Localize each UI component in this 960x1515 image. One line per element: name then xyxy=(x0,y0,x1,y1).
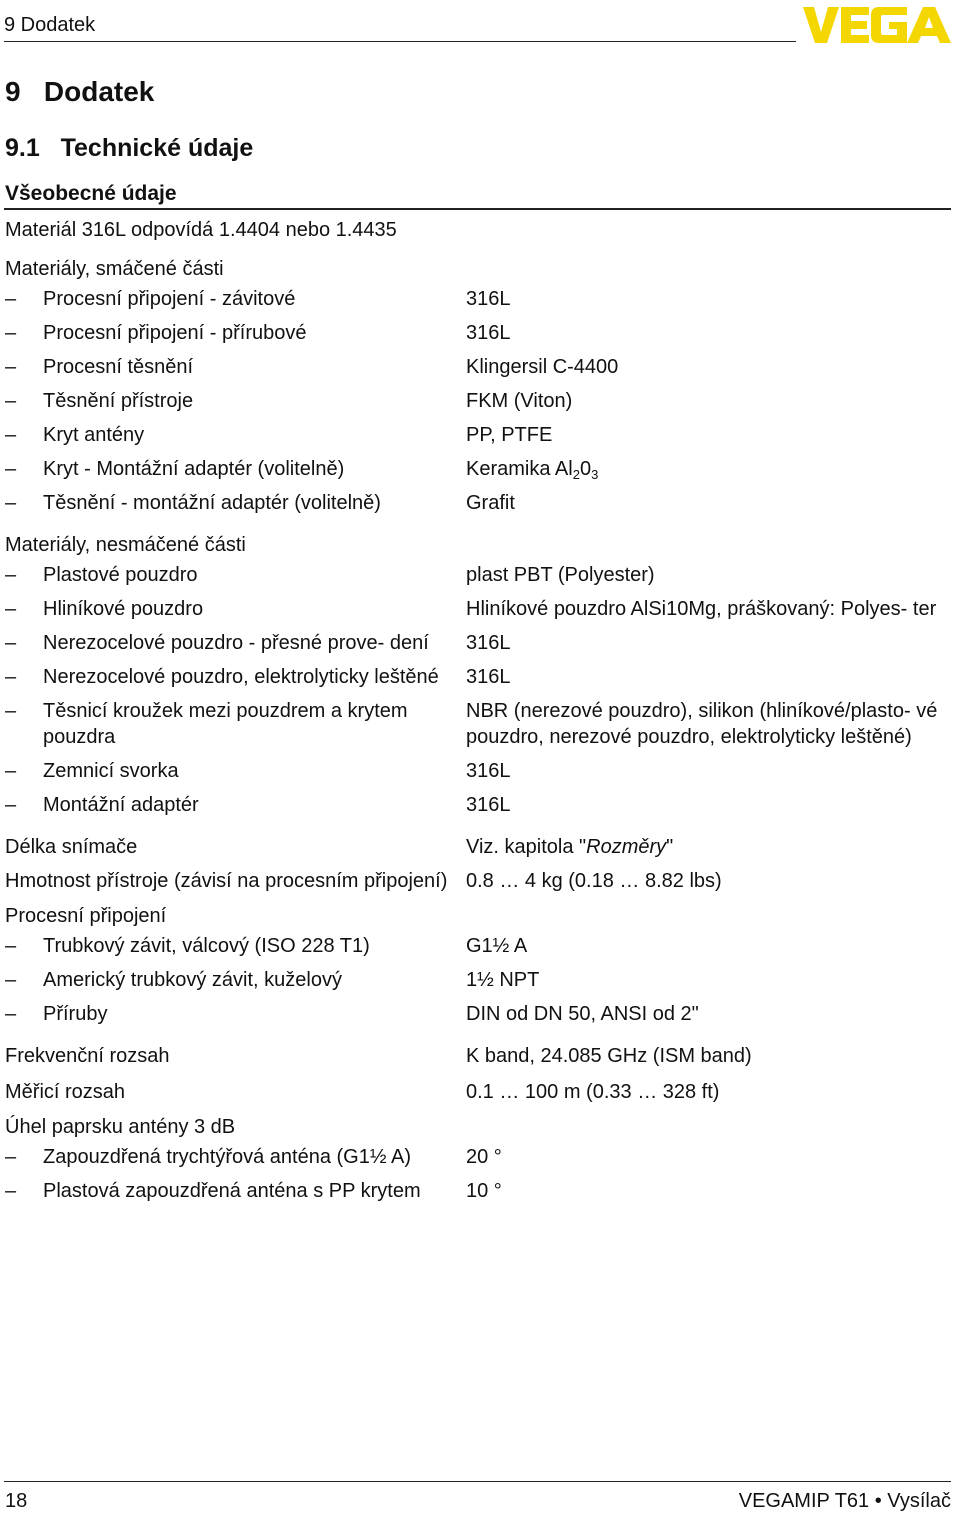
document-title: VEGAMIP T61 • Vysílač xyxy=(738,1490,951,1512)
spec-value: 316L xyxy=(466,322,511,344)
dash-bullet xyxy=(5,388,43,414)
spec-value: 316L xyxy=(466,794,511,816)
dash-bullet xyxy=(5,630,43,656)
beam-heading: Úhel paprsku antény 3 dB xyxy=(5,1116,236,1138)
chapter-reference: Rozměry xyxy=(586,836,667,858)
spec-value: plast PBT (Polyester) xyxy=(466,564,655,586)
spec-row xyxy=(5,490,951,516)
spec-label: Příruby xyxy=(43,1003,108,1025)
dash-bullet xyxy=(5,758,43,784)
spec-label: Plastová zapouzdřená anténa s PP krytem xyxy=(43,1180,421,1202)
spec-row xyxy=(5,1079,951,1105)
subsection-rule xyxy=(4,208,951,210)
spec-row xyxy=(5,286,951,312)
spec-label: Montážní adaptér xyxy=(43,794,199,816)
spec-label: Těsnění - montážní adaptér (volitelně) xyxy=(43,492,381,514)
spec-row xyxy=(5,562,951,588)
material-note: Materiál 316L odpovídá 1.4404 nebo 1.4435 xyxy=(5,219,397,241)
spec-row xyxy=(5,320,951,346)
spec-row xyxy=(5,933,951,959)
spec-label: Zapouzdřená trychtýřová anténa (G1½ A) xyxy=(43,1146,411,1168)
dash-bullet xyxy=(5,967,43,993)
spec-value xyxy=(466,834,951,860)
spec-value xyxy=(466,456,951,482)
dash-bullet xyxy=(5,664,43,690)
spec-label: Procesní připojení - přírubové xyxy=(43,322,307,344)
value-text: Keramika Al xyxy=(466,458,573,480)
spec-value: Hliníkové pouzdro AlSi10Mg, práškovaný: Polyes- ter xyxy=(466,598,937,620)
value-text: 0 xyxy=(579,458,592,480)
spec-row xyxy=(5,1144,951,1170)
subsection-title: Všeobecné údaje xyxy=(5,182,177,205)
dash-bullet xyxy=(5,320,43,346)
dash-bullet xyxy=(5,286,43,312)
spec-label: Hmotnost přístroje (závisí na procesním připojení) xyxy=(5,870,448,892)
spec-value: DIN od DN 50, ANSI od 2" xyxy=(466,1003,699,1025)
spec-value: 316L xyxy=(466,760,511,782)
spec-row xyxy=(5,758,951,784)
dash-bullet xyxy=(5,490,43,516)
spec-value: Grafit xyxy=(466,492,515,514)
subscript: 2 xyxy=(572,467,580,482)
spec-row xyxy=(5,698,951,750)
spec-row xyxy=(5,792,951,818)
spec-row xyxy=(5,664,951,690)
spec-row xyxy=(5,354,951,380)
spec-label: Americký trubkový závit, kuželový xyxy=(43,969,342,991)
spec-label: Nerezocelové pouzdro, elektrolyticky leštěné xyxy=(43,666,439,688)
dash-bullet xyxy=(5,1178,43,1204)
spec-content xyxy=(5,216,951,1204)
spec-label: Kryt - Montážní adaptér (volitelně) xyxy=(43,458,345,480)
page-number: 18 xyxy=(5,1490,28,1512)
spec-row xyxy=(5,456,951,482)
dash-bullet xyxy=(5,1144,43,1170)
dash-bullet xyxy=(5,792,43,818)
spec-value: 316L xyxy=(466,666,511,688)
spec-value: 10 ° xyxy=(466,1180,502,1202)
spec-label: Těsnění přístroje xyxy=(43,390,194,412)
spec-label: Procesní připojení - závitové xyxy=(43,288,296,310)
spec-label: Délka snímače xyxy=(5,836,138,858)
spec-value: 316L xyxy=(466,288,511,310)
footer-rule xyxy=(4,1481,951,1482)
spec-value: NBR (nerezové pouzdro), silikon (hliníkové/plasto- vé pouzdro, nerezové pouzdro, elektrolyticky leštěné) xyxy=(466,700,938,748)
dash-bullet xyxy=(5,562,43,588)
wetted-heading: Materiály, smáčené části xyxy=(5,258,224,280)
dash-bullet xyxy=(5,1001,43,1027)
spec-label: Plastové pouzdro xyxy=(43,564,198,586)
spec-value: Klingersil C-4400 xyxy=(466,356,619,378)
dash-bullet xyxy=(5,354,43,380)
spec-value: 0.1 … 100 m (0.33 … 328 ft) xyxy=(466,1081,720,1103)
chapter-title: 9 Dodatek xyxy=(5,76,155,107)
section-title: 9.1 Technické údaje xyxy=(5,134,254,162)
running-header: 9 Dodatek xyxy=(4,14,96,36)
spec-row xyxy=(5,967,951,993)
value-text: Viz. kapitola " xyxy=(466,836,587,858)
spec-label: Procesní těsnění xyxy=(43,356,194,378)
spec-value: K band, 24.085 GHz (ISM band) xyxy=(466,1045,752,1067)
header-rule xyxy=(4,41,796,42)
spec-label: Frekvenční rozsah xyxy=(5,1045,170,1067)
vega-logo-graphic xyxy=(803,6,951,44)
process-heading: Procesní připojení xyxy=(5,905,167,927)
spec-row xyxy=(5,596,951,622)
nonwetted-heading: Materiály, nesmáčené části xyxy=(5,534,246,556)
spec-row xyxy=(5,1001,951,1027)
dash-bullet xyxy=(5,422,43,448)
spec-value: 0.8 … 4 kg (0.18 … 8.82 lbs) xyxy=(466,870,722,892)
spec-row xyxy=(5,868,951,894)
spec-label: Měřicí rozsah xyxy=(5,1081,126,1103)
spec-label: Hliníkové pouzdro xyxy=(43,598,204,620)
vega-logo xyxy=(803,6,951,44)
spec-row xyxy=(5,388,951,414)
spec-row xyxy=(5,834,951,860)
dash-bullet xyxy=(5,698,43,750)
dash-bullet xyxy=(5,456,43,482)
spec-value: PP, PTFE xyxy=(466,424,553,446)
spec-row xyxy=(5,1043,951,1069)
spec-value: 316L xyxy=(466,632,511,654)
spec-row xyxy=(5,1178,951,1204)
subscript: 3 xyxy=(591,467,599,482)
dash-bullet xyxy=(5,596,43,622)
spec-value: 1½ NPT xyxy=(466,969,540,991)
spec-value: FKM (Viton) xyxy=(466,390,573,412)
spec-label: Kryt antény xyxy=(43,424,145,446)
spec-label: Zemnicí svorka xyxy=(43,760,179,782)
spec-value: 20 ° xyxy=(466,1146,502,1168)
spec-value: G1½ A xyxy=(466,935,528,957)
spec-label: Trubkový závit, válcový (ISO 228 T1) xyxy=(43,935,370,957)
spec-row xyxy=(5,630,951,656)
value-text: " xyxy=(666,836,674,858)
spec-label: Nerezocelové pouzdro - přesné prove- dení xyxy=(43,632,429,654)
spec-row xyxy=(5,422,951,448)
dash-bullet xyxy=(5,933,43,959)
spec-label: Těsnicí kroužek mezi pouzdrem a krytem pouzdra xyxy=(43,700,408,748)
